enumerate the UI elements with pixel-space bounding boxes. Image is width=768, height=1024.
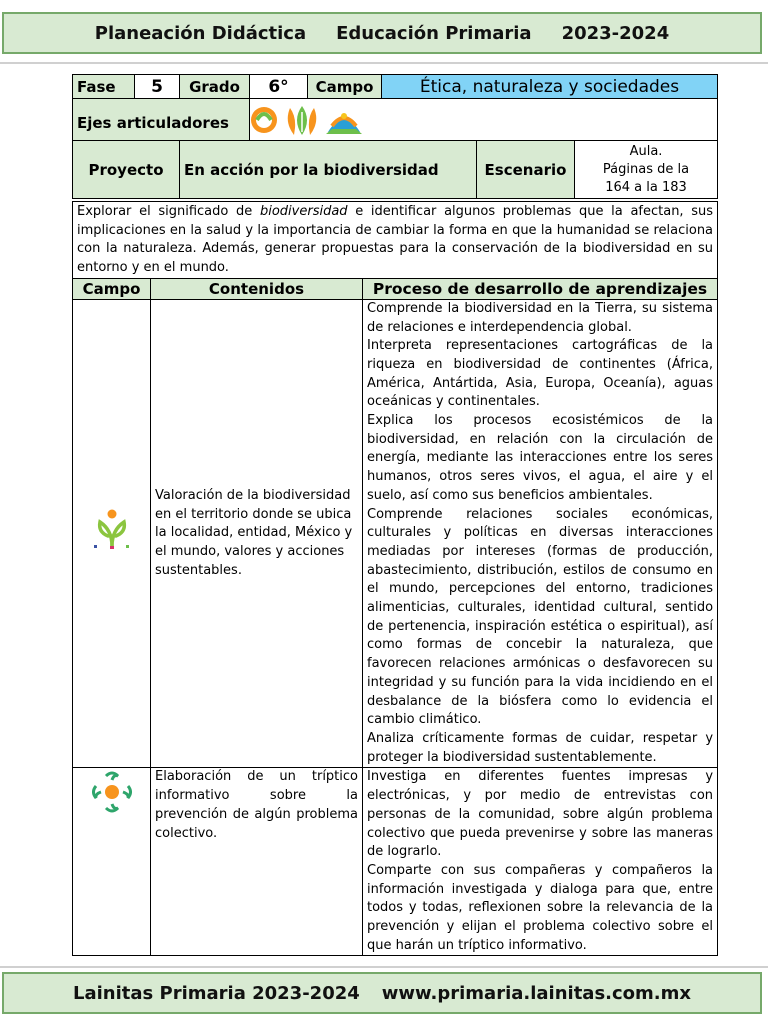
campo-label: Campo [308, 75, 382, 99]
col-proceso: Proceso de desarrollo de aprendizajes [363, 278, 718, 299]
ejes-icons [250, 99, 718, 141]
table-row [73, 299, 718, 768]
inclusion-icon [251, 107, 277, 133]
header-year: 2023-2024 [561, 22, 670, 44]
proceso-cell [363, 768, 718, 956]
col-campo: Campo [73, 278, 151, 299]
proceso-item: Investiga en diferentes fuentes impresas y electrónicas, y por medio de entrevistas con personas de la comunidad, sobre algún problema colectivo que pueda prevenirse y sobre las maneras de lograrlo. [367, 769, 714, 860]
escenario-line-3: 164 a la 183 [605, 179, 687, 195]
fase-value: 5 [135, 75, 180, 99]
grado-value: 6° [250, 75, 308, 99]
contenido-cell: Valoración de la biodiversidad en el territorio donde se ubica la localidad, entidad, México y el mundo, valores y acciones sustentables. [151, 299, 363, 768]
fase-label: Fase [73, 75, 135, 99]
table-row [73, 768, 718, 956]
footer-site-name: Lainitas Primaria 2023-2024 [73, 982, 360, 1004]
escenario-line-1: Aula. [629, 143, 663, 159]
info-table [72, 74, 718, 199]
proceso-item: Comparte con sus compañeras y compañeros la información investigada y dialoga para que, entre todos y todas, reflexionen sobre la relevancia de la prevención y elijan el problema colectivo sobre el que harán un tríptico informativo. [367, 862, 714, 953]
vida-saludable-icon [326, 113, 362, 134]
col-contenidos: Contenidos [151, 278, 363, 299]
proceso-item: Comprende relaciones sociales económicas, culturales y políticas en diversas interacciones mediadas por intereses (formas de producción, abastecimiento, distribución, estilos de consumo en el mundo, percepciones del entorno, tradiciones alimenticias, culturales, identidad cultural, sentido de pertenencia, inspiración estética o espiritual), así como formas de concebir la naturaleza, que favorecen relaciones armónicas o desfavorecen su integridad y su función para la vida incidiendo en el desbalance de la biósfera como lo evidencia el cambio climático. [367, 506, 714, 728]
contenido-cell: Elaboración de un tríptico informativo sobre la prevención de algún problema colectivo. [151, 768, 363, 956]
grado-label: Grado [180, 75, 250, 99]
header-title: Planeación Didáctica [94, 22, 307, 44]
de-lo-humano-y-lo-comunitario-icon [92, 770, 132, 814]
proyecto-label: Proyecto [73, 141, 180, 199]
proceso-cell [363, 299, 718, 768]
proceso-item: Analiza críticamente formas de cuidar, respetar y proteger la biodiversidad sustentablemente. [367, 730, 714, 765]
proceso-item: Explica los procesos ecosistémicos de la biodiversidad, en relación con la circulación de energía, mediante las interacciones entre los seres humanos, otros seres vivos, el agua, el aire y el suelo, así como sus beneficios ambientales. [367, 413, 714, 503]
etica-naturaleza-sociedades-icon [92, 508, 132, 552]
proyecto-value: En acción por la biodiversidad [180, 141, 477, 199]
planning-table [72, 201, 718, 956]
interculturalidad-icon [288, 106, 317, 135]
campo-value: Ética, naturaleza y sociedades [382, 75, 718, 99]
description-emphasis: biodiversidad [259, 204, 348, 219]
escenario-value [575, 141, 718, 199]
ejes-label: Ejes articuladores [73, 99, 250, 141]
escenario-line-2: Páginas de la [602, 161, 690, 177]
footer-banner [2, 972, 762, 1014]
proceso-item: Interpreta representaciones cartográficas de la riqueza en biodiversidad de continentes (África, América, Antártida, Asia, Europa, Oceanía), aguas oceánicas y continentales. [367, 338, 714, 410]
header-banner [2, 12, 762, 54]
campo-cell [73, 299, 151, 768]
project-description: Explorar el significado de biodiversidad e identificar algunos problemas que la afectan, sus implicaciones en la salud y la importancia de cambiar la forma en que la humanidad se relaciona con la naturaleza. Además, generar propuestas para la conservación de la biodiversidad en su entorno y en el mundo. [73, 202, 718, 279]
header-level: Educación Primaria [336, 22, 532, 44]
footer-url[interactable]: www.primaria.lainitas.com.mx [381, 982, 691, 1004]
escenario-label: Escenario [477, 141, 575, 199]
campo-cell [73, 768, 151, 956]
proceso-item: Comprende la biodiversidad en la Tierra, su sistema de relaciones e interdependencia global. [367, 300, 714, 335]
